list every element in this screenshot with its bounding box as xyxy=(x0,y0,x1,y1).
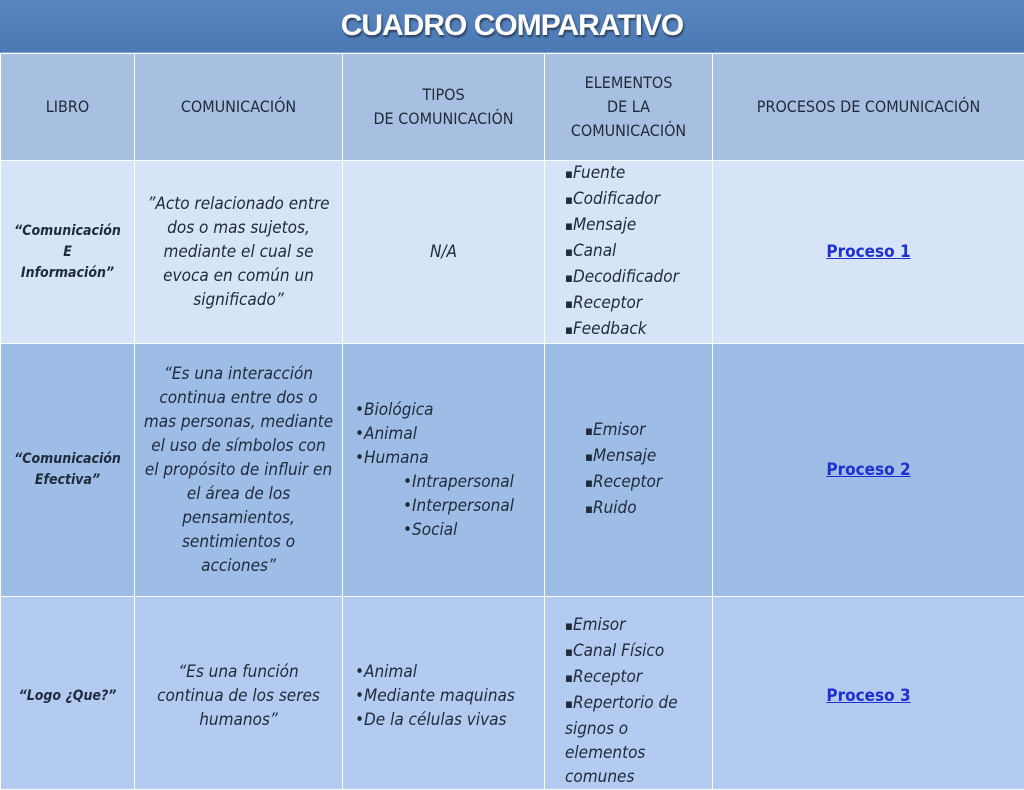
table-row xyxy=(1,344,1024,597)
libro-line: E xyxy=(1,242,134,263)
proceso-3-link[interactable]: Proceso 3 xyxy=(826,686,910,706)
elemento-item: ▪ Canal xyxy=(565,239,712,265)
tipo-item: • De la células vivas xyxy=(355,708,544,732)
elemento-item: ▪ Repertorio de signos o elementos comunes xyxy=(565,691,712,789)
title-bar xyxy=(0,0,1024,52)
elemento-item: ▪ Mensaje xyxy=(585,444,712,470)
proceso-cell xyxy=(713,597,1024,790)
header-elementos-line: DE LA xyxy=(545,95,712,119)
libro-cell xyxy=(1,597,135,790)
elemento-item: ▪ Receptor xyxy=(585,470,712,496)
elemento-item: ▪ Receptor xyxy=(565,665,712,691)
header-row xyxy=(1,54,1024,161)
header-elementos xyxy=(545,54,713,161)
header-elementos-line: ELEMENTOS xyxy=(545,71,712,95)
header-elementos-line: COMUNICACIÓN xyxy=(545,119,712,143)
elementos-cell xyxy=(545,161,713,344)
elemento-item: ▪ Mensaje xyxy=(565,213,712,239)
header-procesos: PROCESOS DE COMUNICACIÓN xyxy=(713,54,1024,161)
header-tipos-line: DE COMUNICACIÓN xyxy=(343,107,544,131)
tipo-item: • Animal xyxy=(355,660,544,684)
header-libro: LIBRO xyxy=(1,54,135,161)
page-title: CUADRO COMPARATIVO xyxy=(341,9,684,43)
elemento-item: ▪ Decodificador xyxy=(565,265,712,291)
elemento-item: ▪ Ruido xyxy=(585,496,712,522)
subtipo-item: • Intrapersonal xyxy=(355,470,544,494)
proceso-cell xyxy=(713,161,1024,344)
tipo-item: • Humana xyxy=(355,446,544,470)
tipos-cell: N/A xyxy=(343,161,545,344)
subtipo-item: • Interpersonal xyxy=(355,494,544,518)
definicion-cell: ”Acto relacionado entre dos o mas sujetos, mediante el cual se evoca en común un significado” xyxy=(135,161,343,344)
proceso-2-link[interactable]: Proceso 2 xyxy=(826,460,910,480)
comparison-table xyxy=(0,53,1024,790)
header-comunicacion: COMUNICACIÓN xyxy=(135,54,343,161)
libro-cell xyxy=(1,344,135,597)
header-tipos-line: TIPOS xyxy=(343,83,544,107)
subtipo-item: • Social xyxy=(355,518,544,542)
header-tipos xyxy=(343,54,545,161)
elemento-item: ▪ Emisor xyxy=(565,613,712,639)
elemento-item: ▪ Fuente xyxy=(565,161,712,187)
tipo-item: • Animal xyxy=(355,422,544,446)
elemento-item: ▪ Receptor xyxy=(565,291,712,317)
proceso-1-link[interactable]: Proceso 1 xyxy=(826,242,910,262)
tipo-item: • Biológica xyxy=(355,398,544,422)
libro-line: Efectiva” xyxy=(1,470,134,491)
libro-line: “Comunicación xyxy=(1,221,134,242)
libro-line: “Logo ¿Que?” xyxy=(1,686,134,707)
tipo-item: • Mediante maquinas xyxy=(355,684,544,708)
elemento-item: ▪ Emisor xyxy=(585,418,712,444)
table-row xyxy=(1,161,1024,344)
tipos-cell xyxy=(343,344,545,597)
libro-line: Información” xyxy=(1,263,134,284)
proceso-cell xyxy=(713,344,1024,597)
tipos-cell xyxy=(343,597,545,790)
libro-line: “Comunicación xyxy=(1,449,134,470)
elemento-item: ▪ Feedback xyxy=(565,317,712,343)
libro-cell xyxy=(1,161,135,344)
definicion-cell: “Es una función continua de los seres humanos” xyxy=(135,597,343,790)
elemento-item: ▪ Canal Físico xyxy=(565,639,712,665)
table-row xyxy=(1,597,1024,790)
elemento-item: ▪ Codificador xyxy=(565,187,712,213)
elementos-cell xyxy=(545,344,713,597)
elementos-cell xyxy=(545,597,713,790)
definicion-cell: “Es una interacción continua entre dos o mas personas, mediante el uso de símbolos con el propósito de influir en el área de los pensamientos, sentimientos o acciones” xyxy=(135,344,343,597)
